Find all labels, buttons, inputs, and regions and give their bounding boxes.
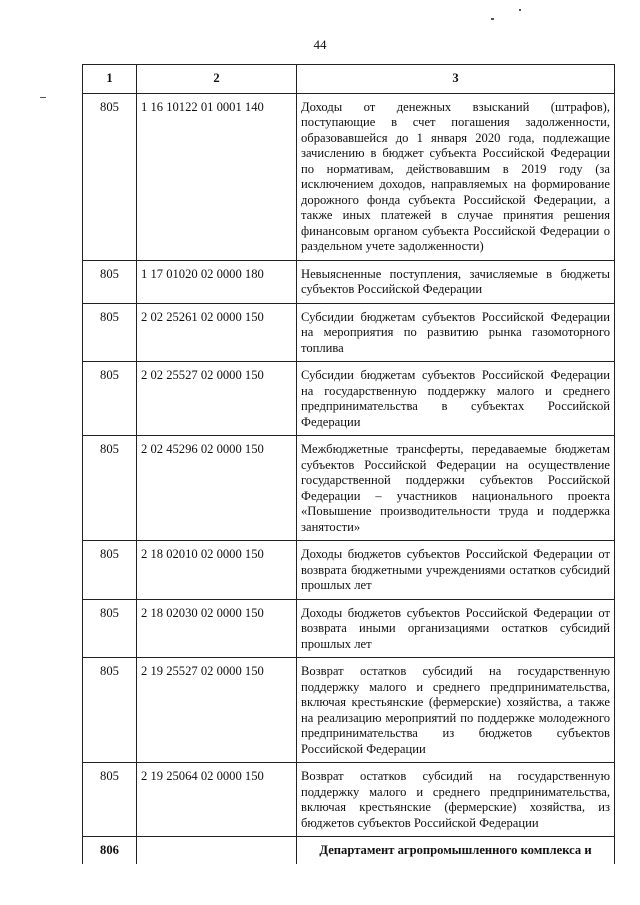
table-row [83, 303, 615, 362]
page-number: 44 [313, 37, 327, 52]
scan-mark-left [40, 97, 46, 98]
revenue-description-cell: Возврат остатков субсидий на государственную поддержку малого и среднего предпринимательства, включая крестьянские (фермерские) хозяйства, а также на реализацию мероприятий по поддержке молодежного предпринимательства из бюджетов субъектов Российской Федерации [297, 658, 615, 763]
revenue-description-cell: Субсидии бюджетам субъектов Российской Федерации на государственную поддержку малого и среднего предпринимательства в субъектах Российской Федерации [297, 362, 615, 436]
revenue-description-cell: Невыясненные поступления, зачисляемые в бюджеты субъектов Российской Федерации [297, 260, 615, 303]
revenue-code-cell: 2 18 02030 02 0000 150 [137, 599, 297, 658]
table-row [83, 436, 615, 541]
revenue-description-cell: Возврат остатков субсидий на государственную поддержку малого и среднего предпринимательства, включая крестьянские (фермерские) хозяйства, из бюджетов субъектов Российской Федерации [297, 763, 615, 837]
revenue-description-cell: Межбюджетные трансферты, передаваемые бюджетам субъектов Российской Федерации на осуществление государственной поддержки субъектов Российской Федерации – участников национального проекта «Повышение производительности труда и поддержка занятости» [297, 436, 615, 541]
table-row [83, 362, 615, 436]
admin-code-cell: 805 [83, 541, 137, 600]
table-row [83, 260, 615, 303]
revenue-code-cell [137, 837, 297, 864]
admin-code-cell: 805 [83, 260, 137, 303]
revenue-code-cell: 2 02 25261 02 0000 150 [137, 303, 297, 362]
table-row [83, 658, 615, 763]
table-row [83, 763, 615, 837]
revenue-description-cell: Доходы бюджетов субъектов Российской Федерации от возврата бюджетными учреждениями остатков субсидий прошлых лет [297, 541, 615, 600]
header-col-2: 2 [137, 65, 297, 94]
department-title-cell: Департамент агропромышленного комплекса и [297, 837, 615, 864]
admin-code-cell: 805 [83, 763, 137, 837]
table-row [83, 599, 615, 658]
admin-code-cell: 805 [83, 303, 137, 362]
header-col-1: 1 [83, 65, 137, 94]
revenue-code-cell: 2 18 02010 02 0000 150 [137, 541, 297, 600]
revenue-description-cell: Субсидии бюджетам субъектов Российской Федерации на мероприятия по развитию рынка газомоторного топлива [297, 303, 615, 362]
scan-mark-top-right [491, 18, 494, 20]
admin-code-cell: 806 [83, 837, 137, 864]
revenue-code-cell: 1 17 01020 02 0000 180 [137, 260, 297, 303]
revenue-code-cell: 2 19 25064 02 0000 150 [137, 763, 297, 837]
revenue-description-cell: Доходы от денежных взысканий (штрафов), поступающие в счет погашения задолженности, образовавшейся до 1 января 2020 года, подлежащие зачислению в бюджет субъекта Российской Федерации по нормативам, действовавшим в 2019 году (за исключением доходов, направляемых на формирование дорожного фонда субъекта Российской Федерации, а также иных платежей в случае принятия решения финансовым органом субъекта Российской Федерации о раздельном учете задолженности) [297, 93, 615, 260]
scan-mark-top-right-2 [519, 9, 521, 11]
revenue-description-cell: Доходы бюджетов субъектов Российской Федерации от возврата иными организациями остатков субсидий прошлых лет [297, 599, 615, 658]
admin-code-cell: 805 [83, 362, 137, 436]
revenue-code-cell: 2 02 25527 02 0000 150 [137, 362, 297, 436]
admin-code-cell: 805 [83, 93, 137, 260]
revenue-code-cell: 1 16 10122 01 0001 140 [137, 93, 297, 260]
admin-code-cell: 805 [83, 436, 137, 541]
table-row [83, 93, 615, 260]
table-row [83, 541, 615, 600]
header-col-3: 3 [297, 65, 615, 94]
admin-code-cell: 805 [83, 599, 137, 658]
revenue-code-cell: 2 19 25527 02 0000 150 [137, 658, 297, 763]
table-row-department [83, 837, 615, 864]
admin-code-cell: 805 [83, 658, 137, 763]
revenue-code-cell: 2 02 45296 02 0000 150 [137, 436, 297, 541]
budget-revenue-table [82, 64, 615, 864]
table-header-row [83, 65, 615, 94]
